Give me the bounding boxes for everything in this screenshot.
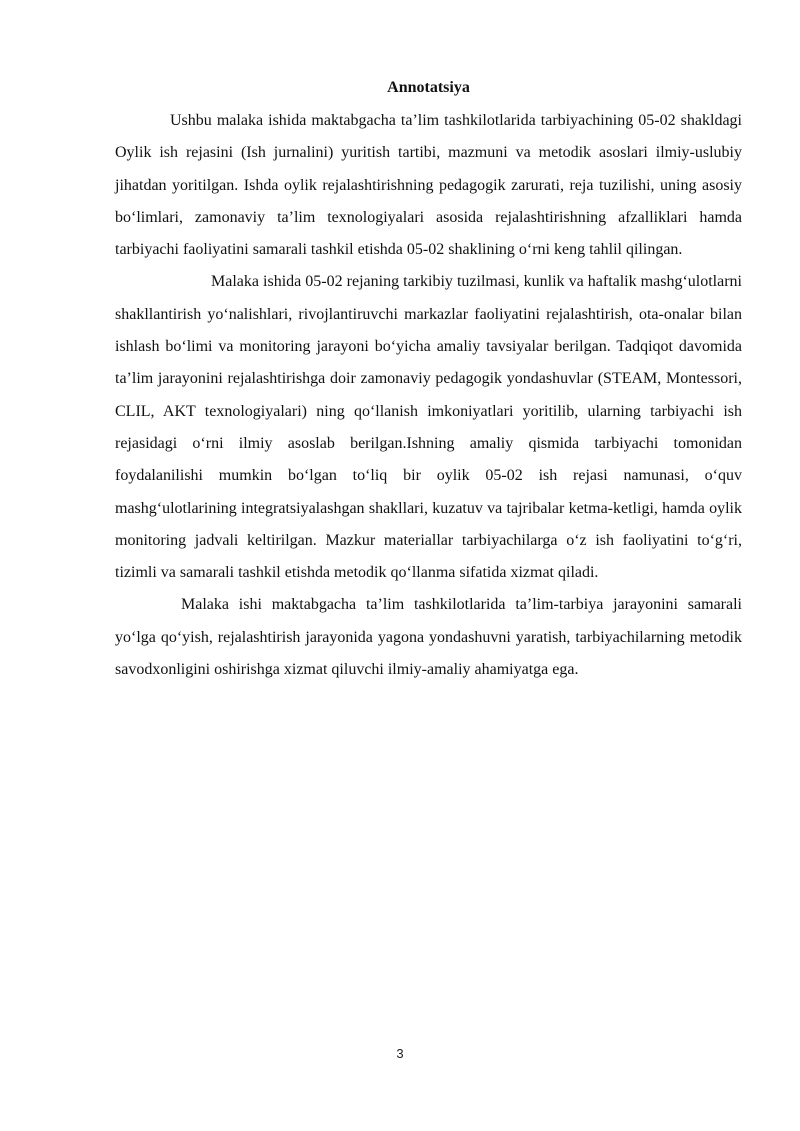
document-title: Annotatsiya: [387, 79, 470, 96]
paragraph-1: Ushbu malaka ishida maktabgacha ta’lim tashkilotlarida tarbiyachining 05-02 shakldagi Oylik ish rejasini (Ish jurnalini) yuritish tartibi, mazmuni va metodik asoslari ilmiy-uslubiy jihatdan yoritilgan. Ishda oylik rejalashtirishning pedagogik zarurati, reja tuzilishi, uning asosiy boʻlimlari, zamonaviy ta’lim texnologiyalari asosida rejalashtirishning afzalliklari hamda tarbiyachi faoliyatini samarali tashkil etishda 05-02 shaklining oʻrni keng tahlil qilingan.: [115, 112, 742, 259]
page-number: 3: [396, 1046, 404, 1061]
document-page: [115, 76, 742, 686]
paragraph-3: Malaka ishi maktabgacha ta’lim tashkilotlarida ta’lim-tarbiya jarayonini samarali yoʻlga qoʻyish, rejalashtirish jarayonida yagona yondashuvni yaratish, tarbiyachilarning metodik savodxonligini oshirishga xizmat qiluvchi ilmiy-amaliy ahamiyatga ega.: [115, 596, 742, 679]
paragraph-2: Malaka ishida 05-02 rejaning tarkibiy tuzilmasi, kunlik va haftalik mashgʻulotlarni shakllantirish yoʻnalishlari, rivojlantiruvchi markazlar faoliyatini rejalashtirish, ota-onalar bilan ishlash boʻlimi va monitoring jarayoni boʻyicha amaliy tavsiyalar berilgan. Tadqiqot davomida ta’lim jarayonini rejalashtirishga doir zamonaviy pedagogik yondashuvlar (STEAM, Montessori, CLIL, AKT texnologiyalari) ning qoʻllanish imkoniyatlari yoritilib, ularning tarbiyachi ish rejasidagi oʻrni ilmiy asoslab berilgan.Ishning amaliy qismida tarbiyachi tomonidan foydalanilishi mumkin boʻlgan toʻliq bir oylik 05-02 ish rejasi namunasi, oʻquv mashgʻulotlarining integratsiyalashgan shakllari, kuzatuv va tajribalar ketma-ketligi, hamda oylik monitoring jadvali keltirilgan. Mazkur materiallar tarbiyachilarga oʻz ish faoliyatini toʻgʻri, tizimli va samarali tashkil etishda metodik qoʻllanma sifatida xizmat qiladi.: [115, 273, 742, 582]
